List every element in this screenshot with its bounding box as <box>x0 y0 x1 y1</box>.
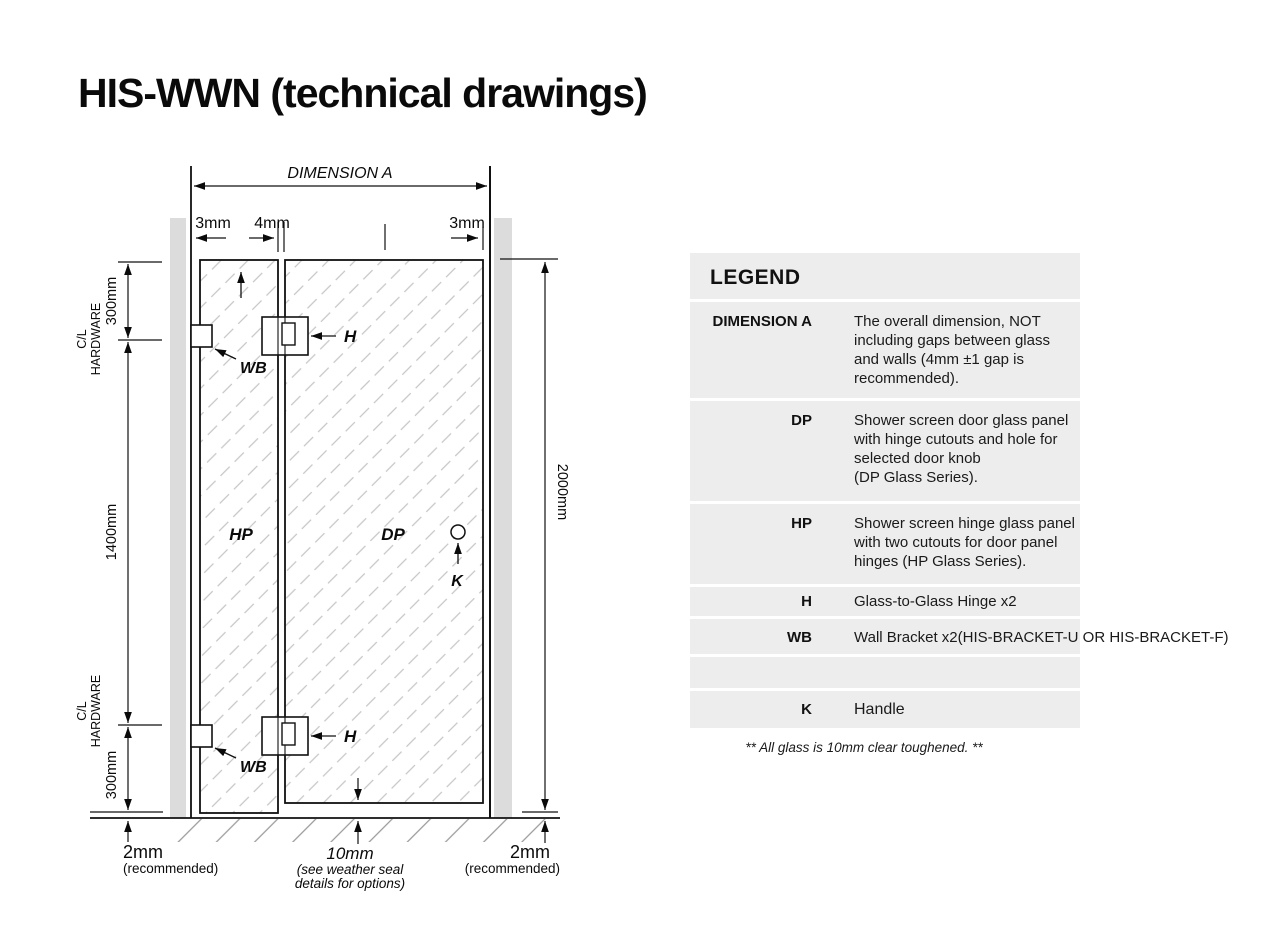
legend-desc-line: The overall dimension, NOT <box>854 313 1041 330</box>
right-wall <box>494 218 512 818</box>
legend-panel <box>690 253 1229 728</box>
left-wall <box>170 218 186 818</box>
legend-desc-line: (DP Glass Series). <box>854 469 978 486</box>
legend-row-empty <box>690 654 1080 688</box>
legend-desc <box>836 411 1080 501</box>
legend-desc <box>836 312 1080 398</box>
technical-drawing <box>60 140 640 930</box>
cl-hardware-bottom-line1: C/L <box>75 701 89 721</box>
dim-1400mm: 1400mm <box>104 503 120 561</box>
legend-desc-line: Glass-to-Glass Hinge x2 <box>854 593 1017 610</box>
legend-desc <box>836 657 1080 688</box>
bottom-center-value: 10mm <box>326 844 374 863</box>
legend-desc <box>836 514 1080 584</box>
gap-left-label: 3mm <box>195 215 231 232</box>
legend-desc-line: hinges (HP Glass Series). <box>854 553 1027 570</box>
legend-row-dimension-a <box>690 299 1080 398</box>
h-top-label: H <box>344 327 357 346</box>
handle-knob <box>451 525 465 539</box>
legend-desc-line: selected door knob <box>854 450 981 467</box>
legend-desc-line: and walls (4mm ±1 gap is <box>854 351 1024 368</box>
wall-bracket-top <box>191 325 212 347</box>
legend-desc-line: Handle <box>854 701 905 718</box>
floor-hatching <box>172 819 557 842</box>
cl-hardware-bottom-line2: HARDWARE <box>89 674 103 748</box>
legend-key: WB <box>787 629 812 646</box>
technical-drawing-svg <box>60 140 640 930</box>
wb-bottom-label: WB <box>240 759 267 776</box>
left-dimensions <box>75 262 162 842</box>
legend-desc-line: recommended). <box>854 370 960 387</box>
legend-key: DIMENSION A <box>712 313 812 330</box>
legend-desc <box>836 700 1080 732</box>
wall-bracket-bottom <box>191 725 212 747</box>
legend-key: HP <box>791 515 812 532</box>
k-label: K <box>451 573 463 590</box>
gap-right-label: 3mm <box>449 215 485 232</box>
legend-desc <box>836 628 1229 654</box>
dp-panel-label: DP <box>381 525 405 544</box>
legend-desc-line: Wall Bracket x2(HIS-BRACKET-U OR HIS-BRACKET-F) <box>854 629 1229 646</box>
legend-row-h <box>690 584 1080 616</box>
legend-desc-line: Shower screen door glass panel <box>854 412 1069 429</box>
bottom-center-note-line2: details for options) <box>294 876 406 891</box>
hinge-bottom <box>262 717 308 755</box>
glass-footnote: ** All glass is 10mm clear toughened. ** <box>745 740 983 755</box>
legend-desc-line: with two cutouts for door panel <box>854 534 1058 551</box>
wb-top-label: WB <box>240 360 267 377</box>
dim-2000mm: 2000mm <box>554 463 570 521</box>
top-gap-dimensions <box>195 215 485 252</box>
dimension-a <box>194 165 487 186</box>
legend-row-k <box>690 688 1080 732</box>
hinge-top <box>262 317 308 355</box>
legend-desc-line: including gaps between glass <box>854 332 1050 349</box>
bottom-right-note: (recommended) <box>464 861 560 876</box>
h-bottom-label: H <box>344 727 357 746</box>
legend-title: LEGEND <box>710 266 801 289</box>
legend-row-wb <box>690 616 1229 654</box>
legend-desc-line: Shower screen hinge glass panel <box>854 515 1075 532</box>
legend-desc-line: with hinge cutouts and hole for <box>854 431 1058 448</box>
dim-300mm-bottom: 300mm <box>104 750 120 800</box>
legend-row-dp <box>690 398 1080 501</box>
legend-key: DP <box>791 412 812 429</box>
hp-panel-label: HP <box>229 525 253 544</box>
page-title: HIS-WWN (technical drawings) <box>78 70 647 116</box>
cl-hardware-top-line2: HARDWARE <box>89 302 103 376</box>
legend-desc <box>836 592 1080 616</box>
bottom-left-value: 2mm <box>123 842 163 862</box>
dim-300mm-top: 300mm <box>104 276 120 326</box>
bottom-left-note: (recommended) <box>123 861 219 876</box>
legend-key: H <box>801 593 812 610</box>
bottom-right-value: 2mm <box>510 842 550 862</box>
bottom-center-note-line1: (see weather seal <box>296 862 404 877</box>
gap-mid-label: 4mm <box>254 215 290 232</box>
cl-hardware-top-line1: C/L <box>75 329 89 349</box>
legend-key: K <box>801 701 812 718</box>
dimension-a-label: DIMENSION A <box>287 165 393 182</box>
legend-row-hp <box>690 501 1080 584</box>
legend-key <box>690 657 836 688</box>
